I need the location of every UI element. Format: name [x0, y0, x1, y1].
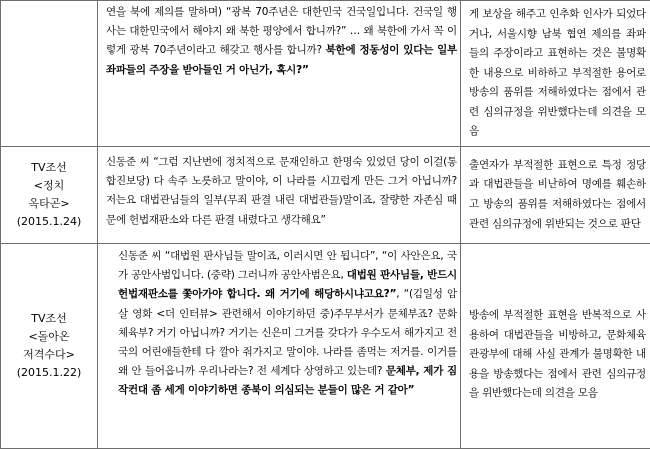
opinion-cell — [461, 244, 650, 449]
table-row — [1, 244, 650, 449]
opinion-cell — [461, 1, 650, 147]
program-title-line: 저격수다> — [1, 346, 97, 364]
quote-cell — [98, 147, 461, 244]
quote-text: 신동준 씨 “그럼 지난번에 정치적으로 문재인하고 한명숙 있었던 당이 이걸(통합진보당) 다 속주 노릇하고 말이야, 이 나라를 시끄럽게 만든 그거 아닙니까? 저는요 대법관님들의 일부(무죄 판결 내린 대법관들)말이죠, 잘량한 자존심 때문에 헌법재판소와 다른 판결 내렸다고 생각해요” — [106, 156, 457, 226]
opinion-text: 게 보상을 해주고 인추화 인사가 되었다거나, 서울시향 남북 협연 제의를 좌파들의 주장이라고 표현하는 것은 불명확한 내용으로 비하하고 부적절한 용어로 방송의 품위를 저해하였다는 점에서 관련 심의규정을 위반했다는데 의견을 모음 — [469, 8, 646, 138]
table-row — [1, 147, 650, 244]
quote-text: 연을 북에 제의를 말하며) “광복 70주년은 대한민국 건국일입니다. 건국일 행사는 대한민국에서 해야지 왜 북한 평양에서 합니까?” … 왜 북한에 가서 꼭 이렇게 광복 70주년이라고 해갖고 행사를 합니까? — [106, 6, 457, 56]
channel-name: TV조선 — [1, 310, 97, 328]
quote-text: 신동준 씨 “대법원 판사님들 말이죠, 이러시면 안 됩니다”, “이 사안은요, 국가 공안사범입니다. (중략) 그러니까 공안사범은요, — [118, 250, 457, 281]
program-cell — [1, 147, 98, 244]
quote-emphasis: 문체부, 제가 짐작컨대 좀 세게 이야기하면 종북이 의심되는 분들이 많은 거 같아” — [118, 365, 457, 396]
program-title-line: <정치 — [1, 177, 97, 195]
program-title-line: <돌아온 — [1, 328, 97, 346]
opinion-cell — [461, 147, 650, 244]
quote-emphasis: 북한에 정동성이 있다는 일부 좌파들의 주장을 받아들인 거 아닌가, 혹시?” — [106, 44, 457, 75]
program-cell — [1, 244, 98, 449]
program-cell — [1, 1, 98, 147]
quote-emphasis: 대법원 판사님들, 반드시 헌법재판소를 쫓아가야 합니다. 왜 거기에 해당하시냐고요?” — [118, 269, 457, 300]
quote-cell — [98, 1, 461, 147]
broadcast-date: (2015.1.22) — [1, 364, 97, 382]
quote-cell — [98, 244, 461, 449]
table-row — [1, 1, 650, 147]
opinion-text: 방송에 부적절한 표현을 반복적으로 사용하여 대법관들을 비방하고, 문화체육관광부에 대해 사실 관계가 불명확한 내용을 방송했다는 점에서 관련 심의규정을 위반했다는데 의견을 모음 — [469, 309, 646, 399]
channel-name: TV조선 — [1, 159, 97, 177]
opinion-text: 출연자가 부적절한 표현으로 특정 정당과 대법관들을 비난하여 명예를 훼손하고 방송의 품위를 저해하였다는 점에서 관련 심의규정에 위반되는 것으로 판단 — [469, 159, 646, 230]
quote-text: , “(김일성 암살 영화 <더 인터뷰> 관련해서 이야기하던 중)주무부서가 문체부죠? 문화체육부? 거기 아닙니까? 거기는 신은미 그거를 갖다가 우수도서 해가지고 전국의 어린애들한테 다 깔아 줘가지고 말이야. 나라를 좀먹는 저거를. 이거를 왜 안 들어옵니까 우리나라는? 전 세계다 상영하고 있는데? — [118, 288, 457, 377]
broadcast-date: (2015.1.24) — [1, 213, 97, 231]
program-title-line: 옥타곤> — [1, 195, 97, 213]
